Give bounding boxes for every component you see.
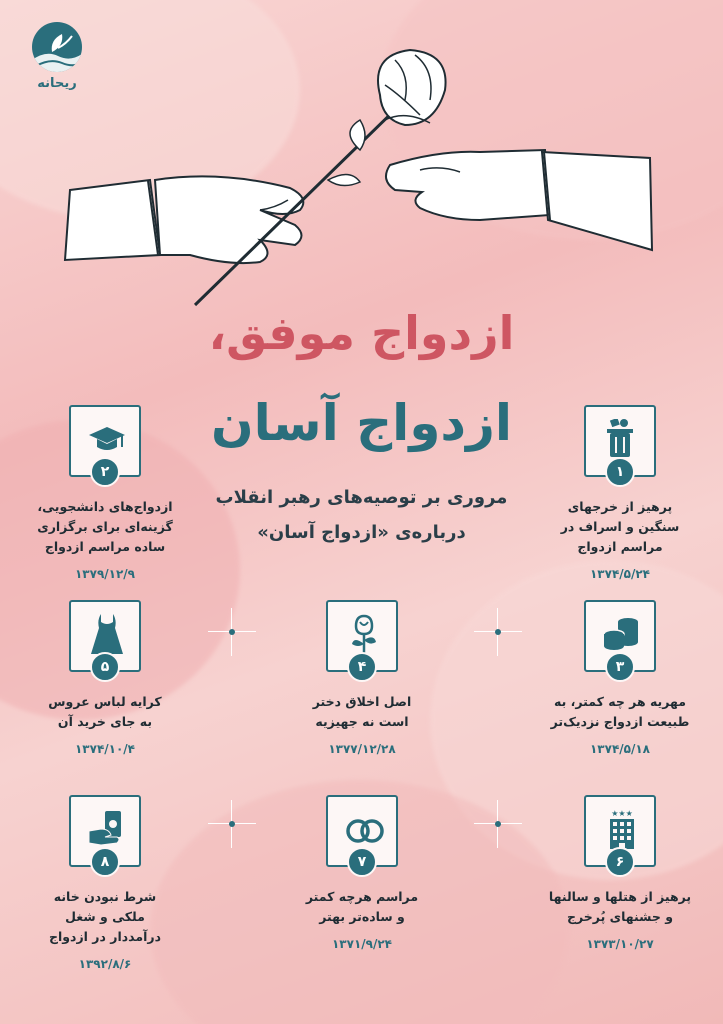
hand-money-icon xyxy=(87,809,129,849)
icon-box xyxy=(69,795,141,870)
item-6 xyxy=(525,795,715,951)
item-date: ۱۳۷۳/۱۰/۲۷ xyxy=(586,937,654,951)
graduation-cap-icon xyxy=(87,419,127,459)
item-number: ۷ xyxy=(347,847,377,877)
crosshair-decoration xyxy=(208,608,256,656)
hotel-icon xyxy=(602,809,642,851)
item-description: مراسم هرچه کمتر و ساده‌تر بهتر xyxy=(305,889,419,924)
subtitle-line-2: درباره‌ی «ازدواج آسان» xyxy=(257,522,466,543)
rings-icon xyxy=(344,809,386,849)
item-number: ۴ xyxy=(347,652,377,682)
item-4 xyxy=(267,600,457,756)
item-date: ۱۳۷۴/۱۰/۴ xyxy=(74,742,136,756)
item-description: مهریه هر چه کمتر، به طبیعت ازدواج نزدیک‌تر xyxy=(550,694,690,729)
item-number: ۸ xyxy=(90,847,120,877)
title-line-1: ازدواج موفق، xyxy=(208,306,515,360)
item-2 xyxy=(10,405,200,581)
item-3 xyxy=(525,600,715,756)
item-date: ۱۳۷۹/۱۲/۹ xyxy=(74,567,136,581)
item-description: شرط نبودن خانه ملکی و شغل درآمددار در ازدواج xyxy=(48,889,162,944)
subtitle-line-1: مروری بر توصیه‌های رهبر انقلاب xyxy=(215,487,508,508)
item-1 xyxy=(525,405,715,581)
item-date: ۱۳۷۴/۵/۲۴ xyxy=(589,567,651,581)
rose-icon xyxy=(344,614,384,656)
item-description: کرایه لباس عروس به جای خرید آن xyxy=(48,694,162,729)
item-date: ۱۳۷۱/۹/۲۴ xyxy=(331,937,393,951)
item-date: ۱۳۷۴/۵/۱۸ xyxy=(589,742,651,756)
icon-box xyxy=(584,600,656,675)
icon-box xyxy=(326,600,398,675)
item-description: ازدواج‌های دانشجویی، گزینه‌ای برای برگزاری ساده مراسم ازدواج xyxy=(37,499,173,554)
item-8 xyxy=(10,795,200,971)
crosshair-decoration xyxy=(474,608,522,656)
title-line-2: ازدواج آسان xyxy=(210,394,512,452)
item-7 xyxy=(267,795,457,951)
item-description: اصل اخلاق دختر است نه جهیزیه xyxy=(312,694,412,729)
icon-box xyxy=(584,405,656,480)
item-number: ۶ xyxy=(605,847,635,877)
item-number: ۳ xyxy=(605,652,635,682)
icon-box xyxy=(326,795,398,870)
item-description: پرهیز از هتلها و سالنها و جشنهای پُرخرج xyxy=(548,889,692,924)
item-number: ۵ xyxy=(90,652,120,682)
dress-icon xyxy=(87,614,127,656)
item-date: ۱۳۹۲/۸/۶ xyxy=(78,957,132,971)
icon-box xyxy=(584,795,656,870)
coins-icon xyxy=(602,614,642,654)
item-date: ۱۳۷۷/۱۲/۲۸ xyxy=(328,742,396,756)
item-description: پرهیز از خرجهای سنگین و اسراف در مراسم ازدواج xyxy=(560,499,680,554)
crosshair-decoration xyxy=(208,800,256,848)
hands-rose-illustration xyxy=(60,40,660,320)
trash-money-icon xyxy=(602,419,638,461)
svg-text:★★★: ★★★ xyxy=(611,809,633,818)
icon-box xyxy=(69,600,141,675)
item-number: ۱ xyxy=(605,457,635,487)
logo-text: ریحانه xyxy=(37,76,77,91)
item-5 xyxy=(10,600,200,756)
crosshair-decoration xyxy=(474,800,522,848)
icon-box xyxy=(69,405,141,480)
item-number: ۲ xyxy=(90,457,120,487)
